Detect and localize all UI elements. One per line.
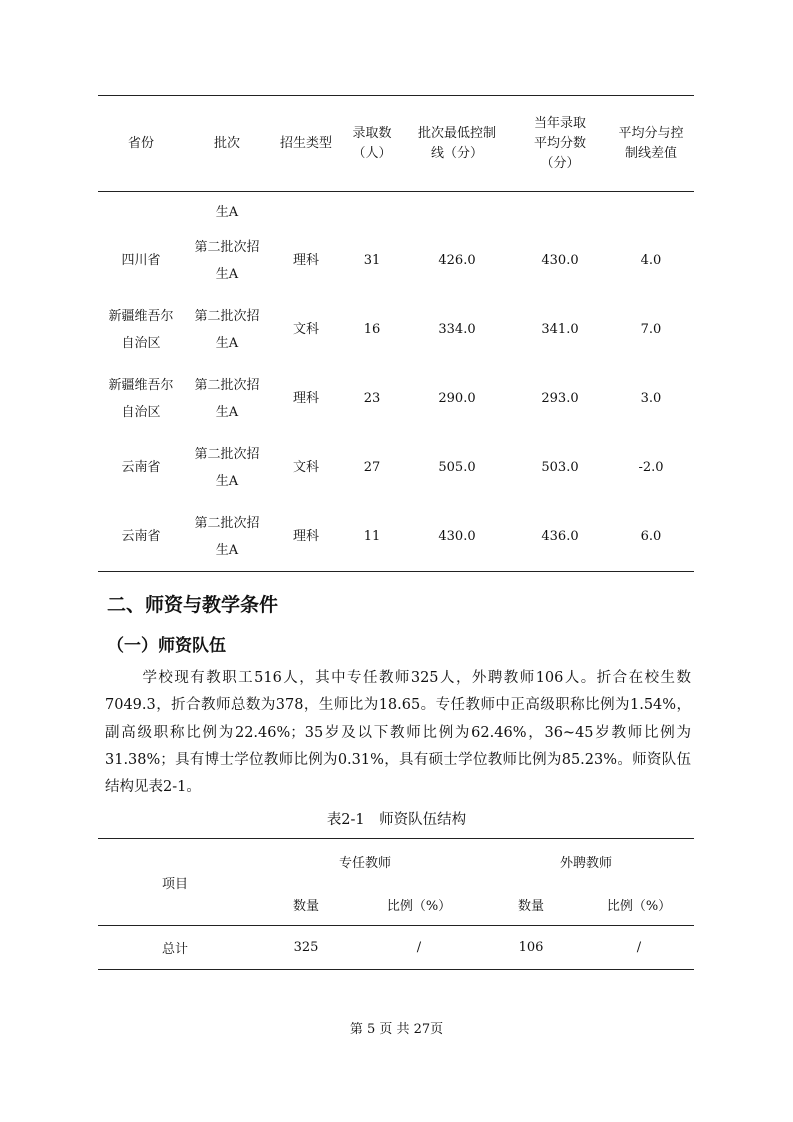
cell-province: 新疆维吾尔 自治区 bbox=[108, 377, 174, 420]
cell-batch: 第二批次招 生A bbox=[194, 446, 260, 489]
table-row bbox=[98, 226, 694, 295]
header-admitted: 录取数 （人） bbox=[352, 125, 392, 161]
page-footer: 第 5 页 共 27页 bbox=[349, 1022, 444, 1037]
subsection-title: （一）师资队伍 bbox=[107, 636, 226, 656]
cell-diff: 6.0 bbox=[640, 529, 662, 544]
header-min-line: 批次最低控制 线（分） bbox=[417, 125, 496, 161]
header-fulltime: 专任教师 bbox=[338, 855, 391, 871]
table-caption: 表2-1 师资队伍结构 bbox=[326, 812, 467, 828]
section-title: 二、师资与教学条件 bbox=[107, 594, 279, 616]
cell-min-line: 334.0 bbox=[438, 322, 476, 337]
cell-type: 文科 bbox=[292, 460, 319, 475]
cell-diff: 7.0 bbox=[640, 322, 662, 337]
table-row bbox=[98, 364, 694, 433]
header-batch: 批次 bbox=[213, 135, 240, 151]
header-external-ratio: 比例（%） bbox=[606, 898, 672, 914]
cell-type: 文科 bbox=[292, 322, 319, 337]
table-row bbox=[98, 295, 694, 364]
cell-fulltime-count: 325 bbox=[293, 940, 319, 955]
table-row bbox=[98, 433, 694, 502]
header-fulltime-ratio: 比例（%） bbox=[386, 898, 452, 914]
admission-table bbox=[98, 95, 694, 572]
cell-avg: 341.0 bbox=[541, 322, 579, 337]
cell-batch: 第二批次招 生A bbox=[194, 515, 260, 558]
header-province: 省份 bbox=[127, 135, 154, 151]
header-fulltime-count: 数量 bbox=[292, 898, 319, 914]
cell-avg: 430.0 bbox=[541, 253, 579, 268]
cell-min-line: 430.0 bbox=[438, 529, 476, 544]
cell-row-label: 总计 bbox=[161, 942, 188, 957]
faculty-paragraph bbox=[105, 665, 691, 801]
cell-fulltime-ratio: / bbox=[416, 940, 422, 955]
cell-batch: 第二批次招 生A bbox=[194, 377, 260, 420]
cell-province: 新疆维吾尔 自治区 bbox=[108, 308, 174, 351]
table-row bbox=[98, 926, 694, 970]
header-external: 外聘教师 bbox=[559, 855, 612, 871]
cell-batch: 第二批次招 生A bbox=[194, 308, 260, 351]
cell-external-ratio: / bbox=[636, 940, 642, 955]
cell-avg: 503.0 bbox=[541, 460, 579, 475]
header-item: 项目 bbox=[161, 876, 188, 892]
paragraph-text: 学校现有教职工516人，其中专任教师325人，外聘教师106人。折合在校生数7049.3，折合教师总数为378，生师比为18.65。专任教师中正高级职称比例为1.54%，副高级职称比例为22.46%；35岁及以下教师比例为62.46%，36~45岁教师比例为31.38%；具有博士学位教师比例为0.31%，具有硕士学位教师比例为85.23%。师资队伍结构见表2-1。 bbox=[105, 670, 691, 796]
cell-diff: 4.0 bbox=[640, 253, 662, 268]
cell-admitted: 16 bbox=[363, 322, 381, 337]
cell-admitted: 27 bbox=[363, 460, 381, 475]
cell-avg: 436.0 bbox=[541, 529, 579, 544]
table-row bbox=[98, 502, 694, 572]
header-external-count: 数量 bbox=[517, 898, 544, 914]
cell-external-count: 106 bbox=[518, 940, 544, 955]
cell-min-line: 290.0 bbox=[438, 391, 476, 406]
cell-admitted: 11 bbox=[363, 529, 381, 544]
cell-diff: 3.0 bbox=[640, 391, 662, 406]
cell-avg: 293.0 bbox=[541, 391, 579, 406]
cell-type: 理科 bbox=[292, 253, 319, 268]
table-row-continued bbox=[98, 192, 694, 227]
cell-diff: -2.0 bbox=[638, 460, 664, 475]
cell-province: 云南省 bbox=[121, 460, 161, 475]
cell-min-line: 505.0 bbox=[438, 460, 476, 475]
header-diff: 平均分与控 制线差值 bbox=[618, 125, 684, 161]
cell-batch: 第二批次招 生A bbox=[194, 239, 260, 282]
cell-admitted: 31 bbox=[363, 253, 381, 268]
cell-type: 理科 bbox=[292, 529, 319, 544]
continued-fragment: 生A bbox=[215, 205, 239, 220]
cell-min-line: 426.0 bbox=[438, 253, 476, 268]
admission-table-header bbox=[98, 96, 694, 192]
cell-province: 云南省 bbox=[121, 529, 161, 544]
cell-admitted: 23 bbox=[363, 391, 381, 406]
header-type: 招生类型 bbox=[279, 135, 332, 151]
faculty-table bbox=[98, 838, 694, 970]
header-avg: 当年录取 平均分数 （分） bbox=[533, 115, 586, 171]
cell-province: 四川省 bbox=[121, 253, 161, 268]
faculty-table-group-header bbox=[98, 839, 694, 884]
cell-type: 理科 bbox=[292, 391, 319, 406]
